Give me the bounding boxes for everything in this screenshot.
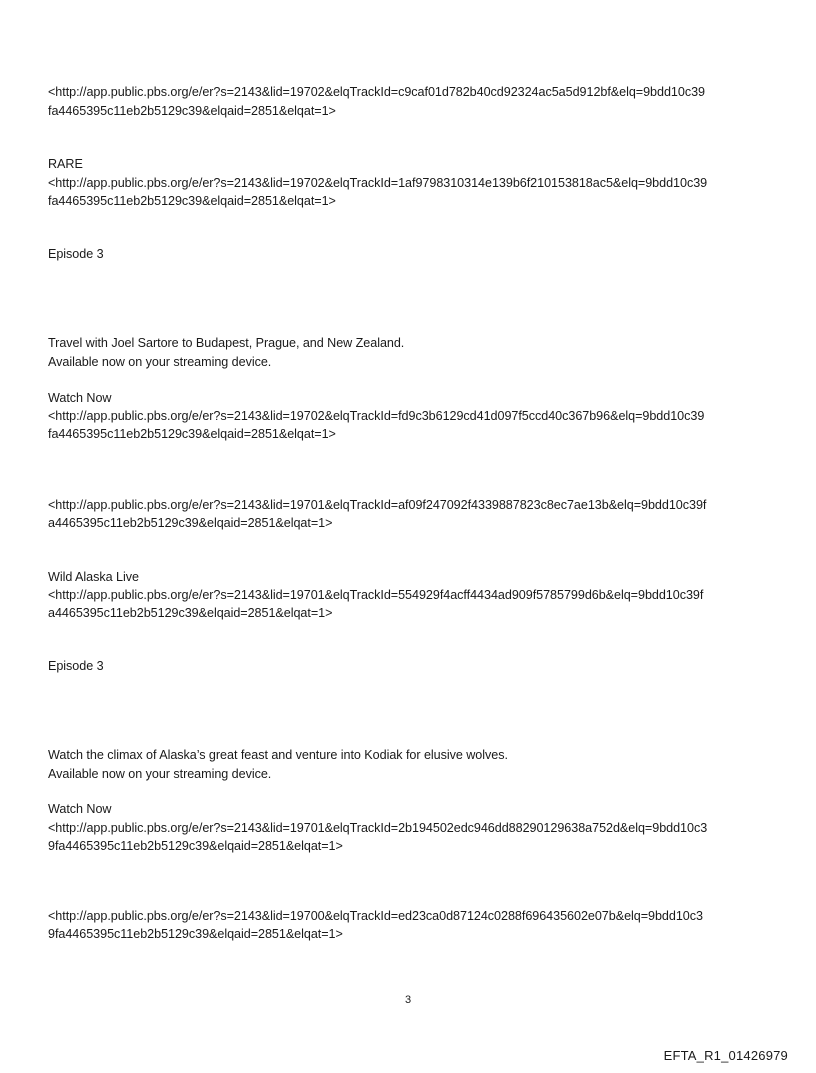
rare-link-continued[interactable]: fa4465395c11eb2b5129c39&elqaid=2851&elqat=1> bbox=[48, 194, 336, 208]
alaska-watch-now-link[interactable]: <http://app.public.pbs.org/e/er?s=2143&lid=19701&elqTrackId=2b194502edc946dd88290129638a752d&elq=9bdd10c3 bbox=[48, 821, 708, 835]
bates-id: EFTA_R1_01426979 bbox=[663, 1048, 788, 1063]
rare-title: RARE bbox=[48, 157, 83, 171]
rare-availability: Available now on your streaming device. bbox=[48, 355, 272, 369]
alaska-availability: Available now on your streaming device. bbox=[48, 767, 272, 781]
tracking-link-1-continued[interactable]: fa4465395c11eb2b5129c39&elqaid=2851&elqat=1> bbox=[48, 104, 336, 118]
alaska-link-continued[interactable]: a4465395c11eb2b5129c39&elqaid=2851&elqat=1> bbox=[48, 606, 333, 620]
alaska-link[interactable]: <http://app.public.pbs.org/e/er?s=2143&lid=19701&elqTrackId=554929f4acff4434ad909f5785799d6b&elq=9bdd10c39f bbox=[48, 588, 704, 602]
tracking-link-3[interactable]: <http://app.public.pbs.org/e/er?s=2143&lid=19700&elqTrackId=ed23ca0d87124c0288f696435602e07b&elq=9bdd10c3 bbox=[48, 909, 703, 923]
page-number: 3 bbox=[404, 994, 412, 1006]
tracking-link-2-continued[interactable]: a4465395c11eb2b5129c39&elqaid=2851&elqat=1> bbox=[48, 516, 333, 530]
rare-episode: Episode 3 bbox=[48, 247, 104, 261]
rare-watch-now-link[interactable]: <http://app.public.pbs.org/e/er?s=2143&lid=19702&elqTrackId=fd9c3b6129cd41d097f5ccd40c367b96&elq=9bdd10c39 bbox=[48, 409, 705, 423]
rare-watch-now-link-continued[interactable]: fa4465395c11eb2b5129c39&elqaid=2851&elqat=1> bbox=[48, 427, 336, 441]
rare-watch-now-label: Watch Now bbox=[48, 391, 112, 405]
tracking-link-3-continued[interactable]: 9fa4465395c11eb2b5129c39&elqaid=2851&elqat=1> bbox=[48, 927, 343, 941]
alaska-description: Watch the climax of Alaska’s great feast and venture into Kodiak for elusive wolves. bbox=[48, 748, 508, 762]
rare-link[interactable]: <http://app.public.pbs.org/e/er?s=2143&lid=19702&elqTrackId=1af9798310314e139b6f210153818ac5&elq=9bdd10c39 bbox=[48, 176, 708, 190]
alaska-watch-now-label: Watch Now bbox=[48, 802, 112, 816]
rare-description: Travel with Joel Sartore to Budapest, Prague, and New Zealand. bbox=[48, 336, 405, 350]
alaska-episode: Episode 3 bbox=[48, 659, 104, 673]
tracking-link-1[interactable]: <http://app.public.pbs.org/e/er?s=2143&lid=19702&elqTrackId=c9caf01d782b40cd92324ac5a5d912bf&elq=9bdd10c39 bbox=[48, 85, 705, 99]
alaska-watch-now-link-continued[interactable]: 9fa4465395c11eb2b5129c39&elqaid=2851&elqat=1> bbox=[48, 839, 343, 853]
tracking-link-2[interactable]: <http://app.public.pbs.org/e/er?s=2143&lid=19701&elqTrackId=af09f247092f4339887823c8ec7ae13b&elq=9bdd10c39f bbox=[48, 498, 707, 512]
alaska-title: Wild Alaska Live bbox=[48, 570, 139, 584]
